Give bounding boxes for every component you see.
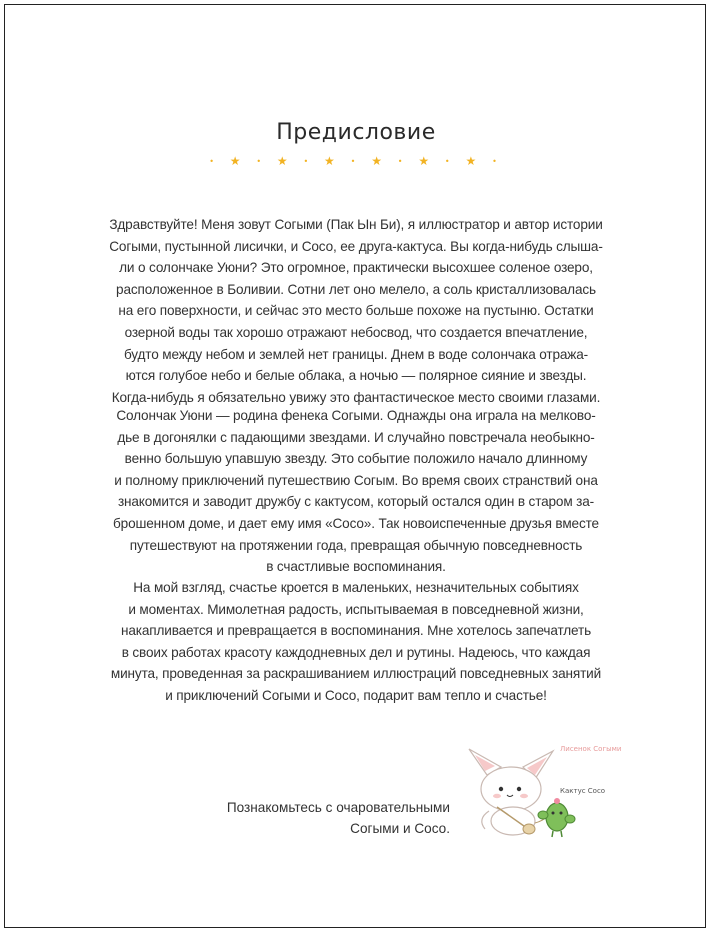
text-line: на его поверхности, и сейчас это место больше похоже на пустыню. Остатки	[118, 303, 594, 319]
dot-icon: •	[350, 157, 362, 166]
paragraph-2	[102, 405, 610, 578]
star-icon: ★	[324, 154, 341, 168]
text-line: Когда-нибудь я обязательно увижу это фантастическое место своими глазами.	[111, 389, 601, 405]
text-line: будто между небом и землей нет границы. Днем в воде солончака отража-	[123, 346, 589, 362]
dot-icon: •	[397, 157, 409, 166]
text-line: путешествуют на протяжении года, превращая обычную повседневность	[129, 537, 583, 553]
stars-divider	[0, 154, 712, 168]
text-line: озерной воды так хорошо отражают небосвод, что создается впечатление,	[124, 324, 588, 340]
dot-icon: •	[209, 157, 220, 166]
dot-icon: •	[256, 157, 268, 166]
text-line: На мой взгляд, счастье кроется в маленьких, незначительных событиях	[133, 580, 579, 595]
dot-icon: •	[492, 157, 503, 166]
cactus-icon	[546, 803, 568, 831]
star-icon: ★	[276, 154, 294, 168]
dot-icon: •	[303, 157, 315, 166]
text-line: Согыми, пустынной лисички, и Сосо, ее друга-кактуса. Вы когда-нибудь слыша-	[109, 238, 603, 254]
text-line: Познакомьтесь с очаровательными	[226, 800, 450, 815]
fox-label: Лисенок Согыми	[560, 745, 622, 753]
dot-icon: •	[444, 157, 456, 166]
text-line: и моментах. Мимолетная радость, испытываемая в повседневной жизни,	[128, 601, 584, 617]
text-line: ются голубое небо и белые облака, а ночью — полярное сияние и звезды.	[125, 368, 587, 384]
text-line: в своих работах красоту каждодневных дел и рутины. Надеюсь, что каждая	[121, 644, 591, 660]
text-line: венно большую упавшую звезду. Это событие положило начало длинному	[124, 451, 588, 467]
text-line: накапливается и превращается в воспоминания. Мне хотелось запечатлеть	[120, 623, 592, 639]
text-line: Здравствуйте! Меня зовут Согыми (Пак Ын Би), я иллюстратор и автор истории	[109, 217, 603, 232]
text-line: Согыми и Сосо.	[350, 821, 450, 836]
text-line: минута, проведенная за раскрашиванием иллюстраций повседневных занятий	[110, 666, 602, 682]
star-icon: ★	[465, 154, 483, 168]
text-line: Солончак Уюни — родина фенека Согыми. Однажды она играла на мелково-	[116, 408, 596, 423]
text-line: дье в догонялки с падающими звездами. И случайно повстречала необыкно-	[117, 429, 595, 445]
text-line: расположенное в Боливии. Сотни лет оно мелело, а соль кристаллизовалась	[116, 281, 596, 297]
star-icon: ★	[371, 154, 388, 168]
star-icon: ★	[229, 154, 247, 168]
text-line: брошенном доме, и дает ему имя «Сосо». Так новоиспеченные друзья вместе	[113, 515, 599, 531]
paragraph-3	[102, 577, 610, 707]
text-line: ли о солончаке Уюни? Это огромное, практически высохшее соленое озеро,	[119, 260, 593, 276]
meet-caption	[220, 797, 450, 839]
page-title: Предисловие	[276, 120, 436, 145]
text-line: в счастливые воспоминания.	[266, 559, 446, 575]
text-line: и приключений Согыми и Сосо, подарит вам тепло и счастье!	[165, 687, 547, 703]
text-line: и полному приключений путешествию Согым. Во время своих странствий она	[114, 472, 598, 488]
fox-and-cactus-illustration	[457, 745, 597, 845]
text-line: знакомится и заводит дружбу с кактусом, который остался один в старом за-	[117, 494, 595, 510]
fox-head-icon	[481, 767, 541, 811]
paragraph-1	[102, 214, 610, 408]
star-icon: ★	[418, 154, 436, 168]
cactus-label: Кактус Coco	[560, 787, 606, 795]
